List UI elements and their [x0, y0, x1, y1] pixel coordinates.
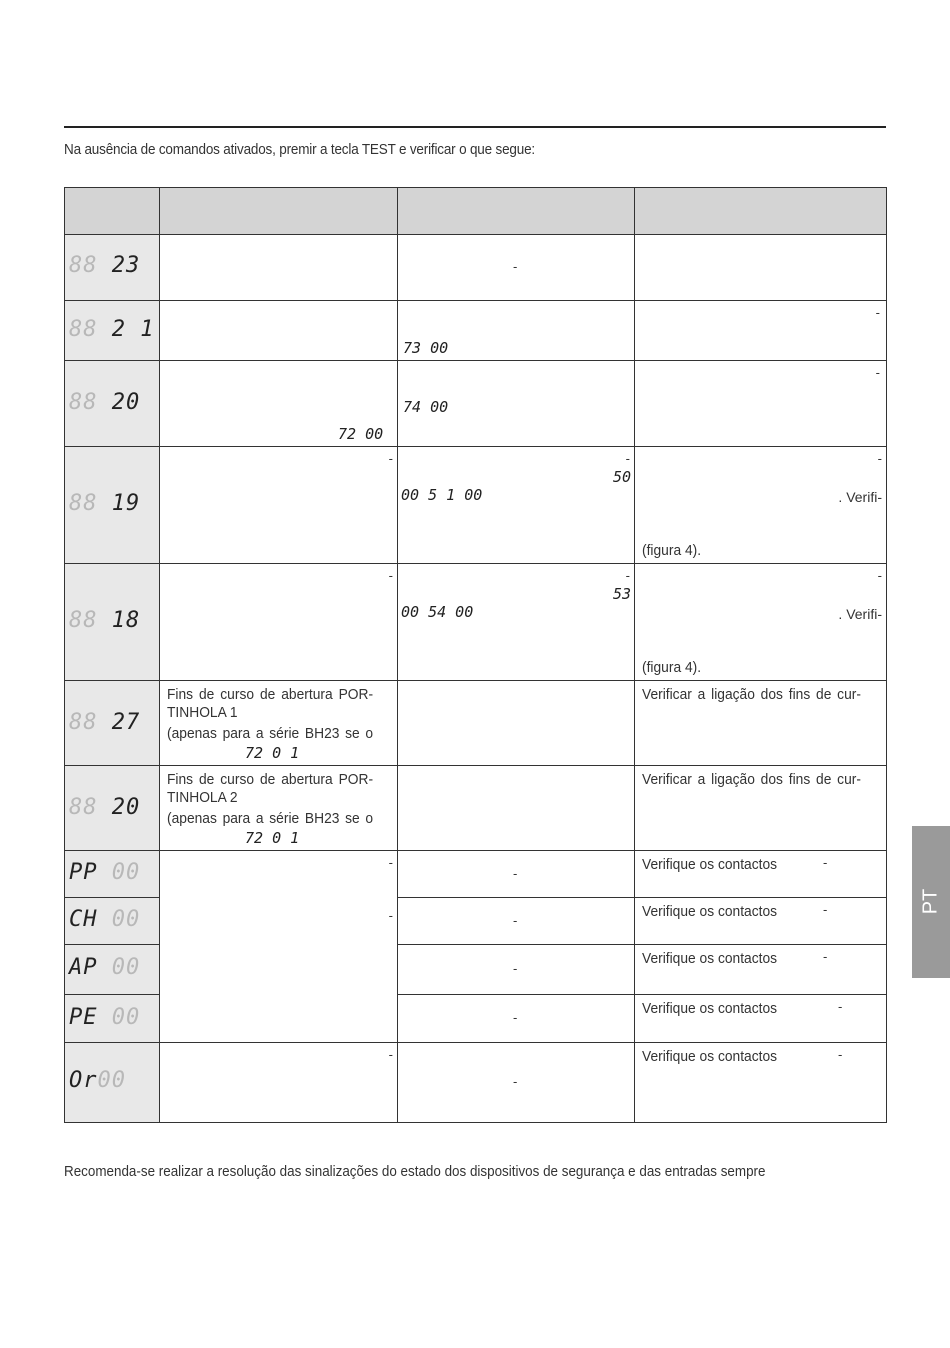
display-cell	[65, 564, 160, 681]
check-cell: Verifique os contactos -	[635, 945, 887, 995]
table-row	[65, 235, 887, 301]
display-cell	[65, 235, 160, 301]
description-cell: -	[160, 1043, 398, 1123]
table-row	[65, 681, 887, 766]
description-cell: Fins de curso de abertura POR- TINHOLA 1 (apenas para a série BH23 se o 72 0 1	[160, 681, 398, 766]
cause-cell: -	[398, 898, 635, 945]
check-cell: -	[635, 361, 887, 447]
cause-cell: - 53 00 54 00	[398, 564, 635, 681]
description-cell: Fins de curso de abertura POR- TINHOLA 2 (apenas para a série BH23 se o 72 0 1	[160, 766, 398, 851]
intro-text: Na ausência de comandos ativados, premir a tecla TEST e verificar o que segue:	[64, 141, 535, 158]
display-code: 88 18	[69, 608, 141, 633]
display-cell	[65, 851, 160, 898]
param-code: 50	[612, 468, 631, 486]
table-header	[65, 188, 887, 235]
display-cell	[65, 681, 160, 766]
cause-cell	[398, 681, 635, 766]
param-code: 73 00	[403, 339, 449, 357]
display-code: 88 27	[69, 710, 141, 735]
header-check	[635, 188, 887, 235]
display-code: 88 19	[69, 491, 141, 516]
cause-cell	[398, 361, 635, 447]
cause-cell	[398, 301, 635, 361]
cause-cell	[398, 766, 635, 851]
table-row	[65, 1043, 887, 1123]
check-cell: Verifique os contactos -	[635, 898, 887, 945]
display-code: Or00	[69, 1068, 126, 1093]
display-code: 88 20	[69, 390, 141, 415]
cause-cell: -	[398, 1043, 635, 1123]
cause-cell: -	[398, 851, 635, 898]
display-code: PP 00	[69, 860, 141, 885]
check-cell	[635, 235, 887, 301]
description-cell: -	[160, 564, 398, 681]
check-cell: - . Verifi- (figura 4).	[635, 447, 887, 564]
description-cell	[160, 301, 398, 361]
param-code: 00 5 1 00	[401, 486, 483, 504]
param-code: 53	[612, 585, 631, 603]
table-row	[65, 851, 887, 898]
table-row	[65, 447, 887, 564]
diagnostics-table	[64, 187, 887, 1123]
table-row	[65, 361, 887, 447]
header-description	[160, 188, 398, 235]
display-code: 88 20	[69, 795, 141, 820]
description-cell: -	[160, 447, 398, 564]
footer-text: Recomenda-se realizar a resolução das sinalizações do estado dos dispositivos de segurança e das entradas sempre	[64, 1163, 766, 1180]
param-code: 72 0 1	[245, 829, 300, 847]
display-cell	[65, 945, 160, 995]
display-cell	[65, 1043, 160, 1123]
top-rule	[64, 126, 886, 128]
language-tab: PT	[912, 826, 950, 978]
display-cell	[65, 766, 160, 851]
display-cell	[65, 447, 160, 564]
check-cell: Verifique os contactos -	[635, 1043, 887, 1123]
description-cell: - -	[160, 851, 398, 1043]
display-code: CH 00	[69, 907, 141, 932]
table-row	[65, 766, 887, 851]
description-cell	[160, 361, 398, 447]
cause-cell: - 50 00 5 1 00	[398, 447, 635, 564]
param-code: 74 00	[403, 398, 449, 416]
param-code: 00 54 00	[401, 603, 474, 621]
check-cell: - . Verifi- (figura 4).	[635, 564, 887, 681]
display-code: 88 2 1	[69, 317, 155, 342]
display-cell	[65, 995, 160, 1043]
description-cell	[160, 235, 398, 301]
check-cell: Verifique os contactos -	[635, 851, 887, 898]
display-code: 88 23	[69, 253, 141, 278]
check-cell: -	[635, 301, 887, 361]
display-code: AP 00	[69, 955, 141, 980]
display-cell	[65, 361, 160, 447]
display-code: PE 00	[69, 1005, 141, 1030]
param-code: 72 00	[338, 425, 384, 443]
cause-cell: -	[398, 945, 635, 995]
table-row	[65, 564, 887, 681]
cause-cell: -	[398, 235, 635, 301]
cause-cell: -	[398, 995, 635, 1043]
display-cell	[65, 301, 160, 361]
table-row	[65, 301, 887, 361]
header-cause	[398, 188, 635, 235]
check-cell: Verifique os contactos -	[635, 995, 887, 1043]
check-cell: Verificar a ligação dos fins de cur-	[635, 681, 887, 766]
param-code: 72 0 1	[245, 744, 300, 762]
display-cell	[65, 898, 160, 945]
check-cell: Verificar a ligação dos fins de cur-	[635, 766, 887, 851]
header-display	[65, 188, 160, 235]
